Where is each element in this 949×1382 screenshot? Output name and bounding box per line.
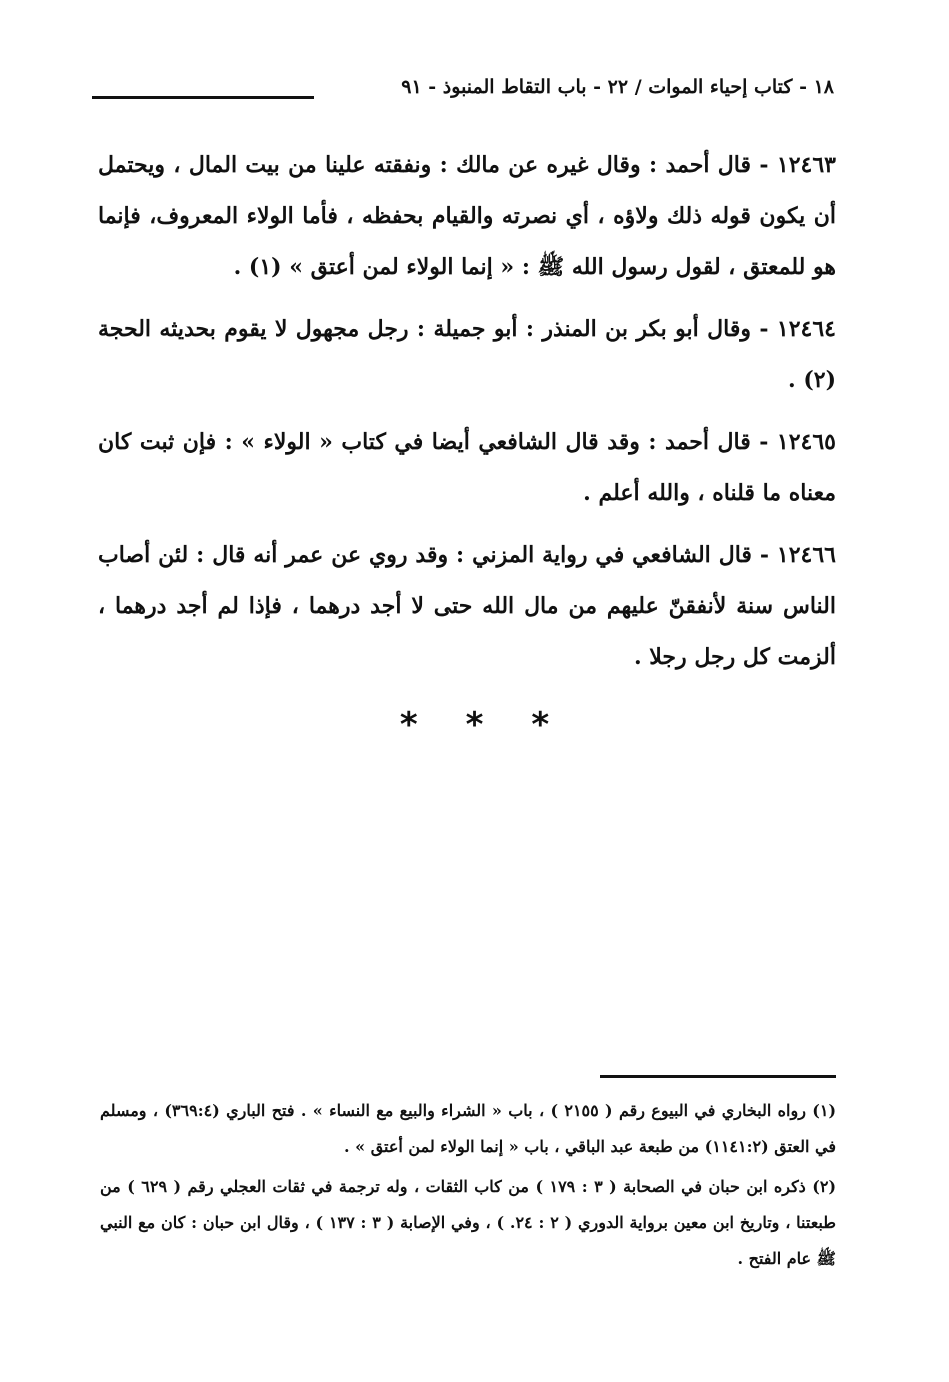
paragraph-12463 <box>98 140 836 293</box>
section-separator <box>0 705 949 745</box>
paragraph-text: - قال أحمد : وقد قال الشافعي أيضا في كتاب « الولاء » : فإن ثبت كان معناه ما قلناه ، والله أعلم . <box>98 429 836 506</box>
paragraph-number: ١٢٤٦٦ <box>776 542 836 568</box>
paragraph-text: - قال أحمد : وقال غيره عن مالك : ونفقته علينا من بيت المال ، ويحتمل أن يكون قوله ذلك ولاؤه ، أي نصرته والقيام بحفظه ، فأما الولاء المعروف، فإنما هو للمعتق ، لقول رسول الله ﷺ : « إنما الولاء لمن أعتق » <box>98 152 836 280</box>
running-header <box>92 68 834 108</box>
paragraph-text: - قال الشافعي في رواية المزني : وقد روي عن عمر أنه قال : لئن أصاب الناس سنة لأنفقنّ عليهم من مال الله حتى لا أجد درهما ، فإذا لم أجد درهما ، ألزمت كل رجل رجلا . <box>98 542 836 670</box>
paragraph-12465 <box>98 417 836 519</box>
paragraph-end: . <box>788 367 804 393</box>
footnote-ref: (٢) <box>803 367 836 393</box>
asterisk: * <box>465 705 484 745</box>
footnote-2: (٢) ذكره ابن حبان في الصحابة ( ٣ : ١٧٩ ) من كاب الثقات ، وله ترجمة في ثقات العجلي رقم ( ٦٢٩ ) من طبعتنا ، وتاريخ ابن معين برواية الدوري ( ٢ : ٢٤. ) ، وفي الإصابة ( ٣ : ١٣٧ ) ، وقال ابن حبان : كان مع النبي ﷺ عام الفتح . <box>100 1177 837 1268</box>
header-title: ١٨ - كتاب إحياء الموات / ٢٢ - باب التقاط المنبوذ - ٩١ <box>401 76 834 98</box>
paragraph-number: ١٢٤٦٥ <box>776 429 836 455</box>
paragraph-end: . <box>233 254 249 280</box>
paragraph-text: - وقال أبو بكر بن المنذر : أبو جميلة : رجل مجهول لا يقوم بحديثه الحجة <box>98 316 777 342</box>
paragraph-12464 <box>98 304 836 406</box>
paragraph-12466 <box>98 530 836 683</box>
paragraph-number: ١٢٤٦٣ <box>776 152 836 178</box>
asterisk: * <box>399 705 418 745</box>
header-rule <box>92 96 314 99</box>
paragraph-number: ١٢٤٦٤ <box>776 316 836 342</box>
main-text <box>98 140 836 694</box>
asterisk: * <box>531 705 550 745</box>
footnote-rule <box>600 1075 836 1078</box>
footnotes <box>100 1093 836 1281</box>
footnote-ref: (١) <box>248 254 282 280</box>
footnote-1: (١) رواه البخاري في البيوع رقم ( ٢١٥٥ ) ، باب « الشراء والبيع مع النساء » . فتح الباري (٣٦٩:٤) ، ومسلم في العتق (١١٤١:٢) من طبعة عبد الباقي ، باب « إنما الولاء لمن أعتق » . <box>100 1101 837 1156</box>
